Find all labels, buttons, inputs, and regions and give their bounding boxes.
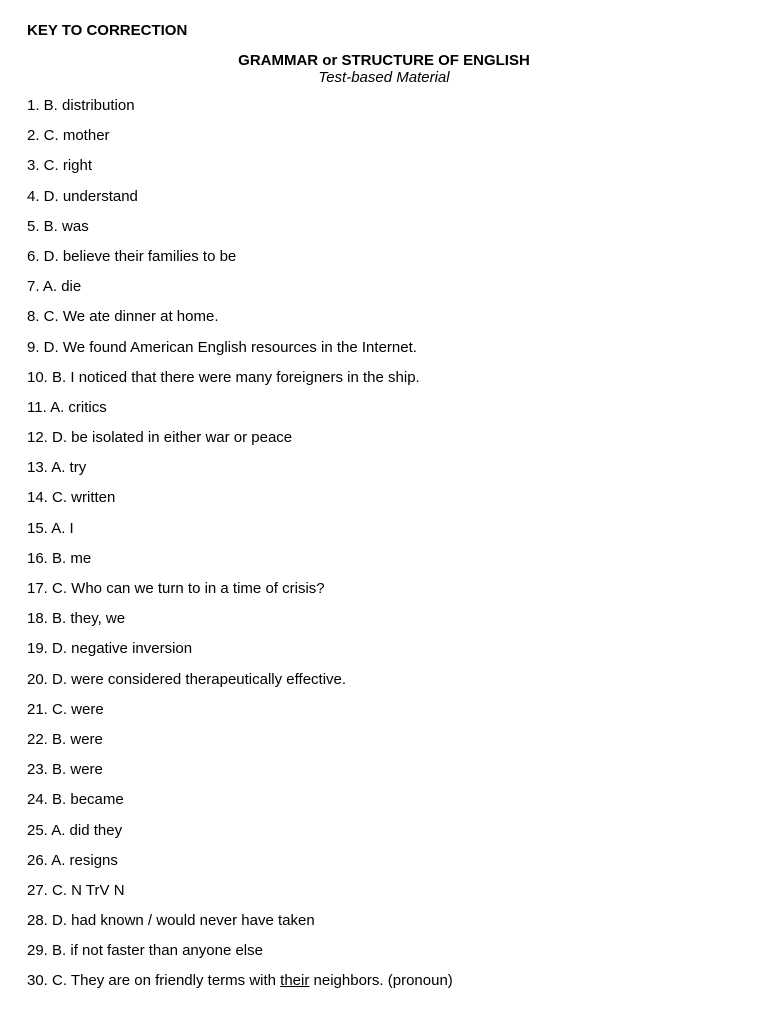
answer-item: 26. A. resigns	[27, 851, 118, 869]
answer-item: 11. A. critics	[27, 398, 107, 416]
answer-list	[27, 97, 453, 1003]
answer-item: 21. C. were	[27, 700, 104, 718]
answer-item: 25. A. did they	[27, 821, 123, 839]
answer-item: 15. A. I	[27, 519, 74, 537]
answer-item: 4. D. understand	[27, 187, 138, 205]
answer-item: 18. B. they, we	[27, 610, 126, 628]
answer-item: 16. B. me	[27, 549, 92, 567]
answer-item: 27. C. N TrV N	[27, 881, 125, 899]
answer-item-30	[27, 972, 453, 1002]
answer-item: 8. C. We ate dinner at home.	[27, 308, 219, 326]
answer-item: 2. C. mother	[27, 127, 110, 145]
answer-item: 10. B. I noticed that there were many foreigners in the ship.	[27, 368, 420, 386]
answer-item: 12. D. be isolated in either war or peace	[27, 429, 293, 447]
answer-item: 5. B. was	[27, 217, 89, 235]
answer-30-after: neighbors. (pronoun)	[309, 972, 453, 990]
answer-item: 28. D. had known / would never have taken	[27, 912, 315, 930]
sub-title: Test-based Material	[318, 69, 450, 86]
answer-item: 19. D. negative inversion	[27, 640, 193, 658]
answer-item: 23. B. were	[27, 761, 103, 779]
answer-item: 22. B. were	[27, 730, 103, 748]
answer-item: 1. B. distribution	[27, 97, 135, 114]
answer-30-before: 30. C. They are on friendly terms with	[27, 972, 281, 990]
answer-item: 17. C. Who can we turn to in a time of crisis?	[27, 580, 325, 597]
answer-item: 24. B. became	[27, 791, 124, 809]
answer-item: 7. A. die	[27, 278, 82, 296]
answer-item: 29. B. if not faster than anyone else	[27, 942, 263, 960]
answer-item: 3. C. right	[27, 157, 93, 175]
answer-item: 9. D. We found American English resources in the Internet.	[27, 338, 417, 356]
answer-item: 20. D. were considered therapeutically effective.	[27, 670, 347, 688]
answer-item: 6. D. believe their families to be	[27, 247, 237, 265]
title-block	[0, 52, 768, 86]
answer-30-underlined: their	[280, 972, 310, 990]
key-title: KEY TO CORRECTION	[27, 22, 188, 39]
answer-item: 14. C. written	[27, 489, 116, 507]
answer-item: 13. A. try	[27, 459, 87, 477]
main-title: GRAMMAR or STRUCTURE OF ENGLISH	[238, 52, 530, 69]
